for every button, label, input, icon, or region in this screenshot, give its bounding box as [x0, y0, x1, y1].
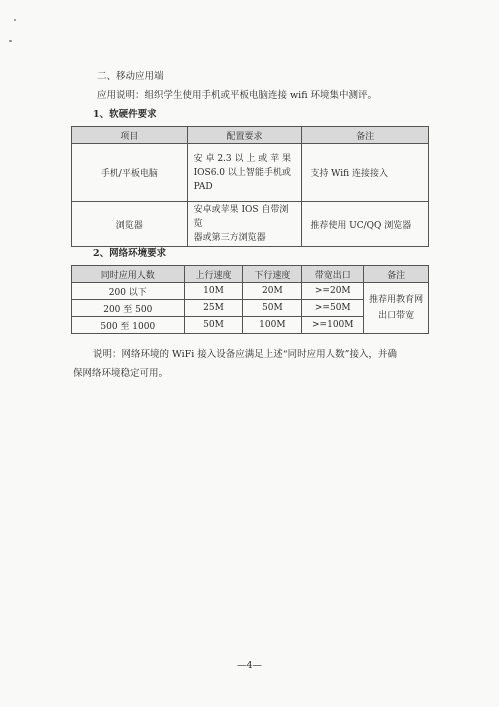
scan-speck: [9, 40, 12, 42]
subsection-title-network: 2、网络环境要求: [93, 248, 167, 259]
explanation-line: 保网络环境稳定可用。: [73, 368, 169, 379]
table-cell-bandwidth: >=50M: [302, 300, 364, 317]
table-header-cell: 项目: [72, 127, 188, 144]
table-header-cell: 同时应用人数: [72, 266, 185, 283]
network-requirements-table: [71, 265, 429, 334]
table-cell-upload: 10M: [184, 283, 243, 300]
table-cell-note: [364, 283, 429, 334]
page-number: —4—: [236, 660, 263, 671]
config-line: 安 卓 2.3 以 上 或 苹 果: [193, 153, 291, 164]
subsection-title-software-hardware: 1、软硬件要求: [93, 109, 157, 120]
table-cell-users: 200 以下: [72, 283, 185, 300]
scan-speck: [14, 19, 16, 21]
table-header-cell: 备注: [302, 127, 429, 144]
table-cell-note: 支持 Wifi 连接接入: [302, 144, 429, 202]
table-cell-note: 推荐使用 UC/QQ 浏览器: [302, 202, 429, 247]
table-header-cell: 下行速度: [243, 266, 302, 283]
table-cell-item: 浏览器: [72, 202, 188, 247]
table-header-row: [72, 127, 429, 144]
table-cell-upload: 50M: [184, 317, 243, 334]
table-cell-users: 500 至 1000: [72, 317, 185, 334]
table-cell-users: 200 至 500: [72, 300, 185, 317]
config-line: 器或第三方浏览器: [193, 233, 266, 243]
table-cell-config: [187, 202, 302, 247]
table-header-row: [72, 266, 429, 283]
section-title: 二、移动应用端: [97, 71, 164, 82]
table-row: [72, 283, 429, 300]
table-cell-bandwidth: >=100M: [302, 317, 364, 334]
note-line: 推荐用教育网: [369, 295, 424, 305]
table-cell-download: 50M: [243, 300, 302, 317]
explanation-line: 说明：网络环境的 WiFi 接入设备应满足上述“同时应用人数”接入，并确: [93, 349, 398, 360]
note-line: 出口带宽: [378, 311, 415, 321]
table-row: [72, 144, 429, 202]
table-header-cell: 带宽出口: [302, 266, 364, 283]
table-cell-config: [187, 144, 302, 202]
config-line: IOS6.0 以上智能手机或: [193, 167, 291, 178]
table-header-cell: 备注: [364, 266, 429, 283]
software-hardware-table: [71, 126, 429, 247]
table-cell-download: 100M: [243, 317, 302, 334]
table-row: [72, 202, 429, 247]
config-line: PAD: [193, 181, 213, 192]
table-header-cell: 配置要求: [187, 127, 302, 144]
table-cell-bandwidth: >=20M: [302, 283, 364, 300]
table-cell-item: 手机/平板电脑: [72, 144, 188, 202]
application-description: 应用说明：组织学生使用手机或平板电脑连接 wifi 环境集中测评。: [97, 90, 378, 101]
table-cell-download: 20M: [243, 283, 302, 300]
config-line: 安卓或苹果 IOS 自带浏览: [193, 205, 289, 229]
table-header-cell: 上行速度: [184, 266, 243, 283]
table-cell-upload: 25M: [184, 300, 243, 317]
